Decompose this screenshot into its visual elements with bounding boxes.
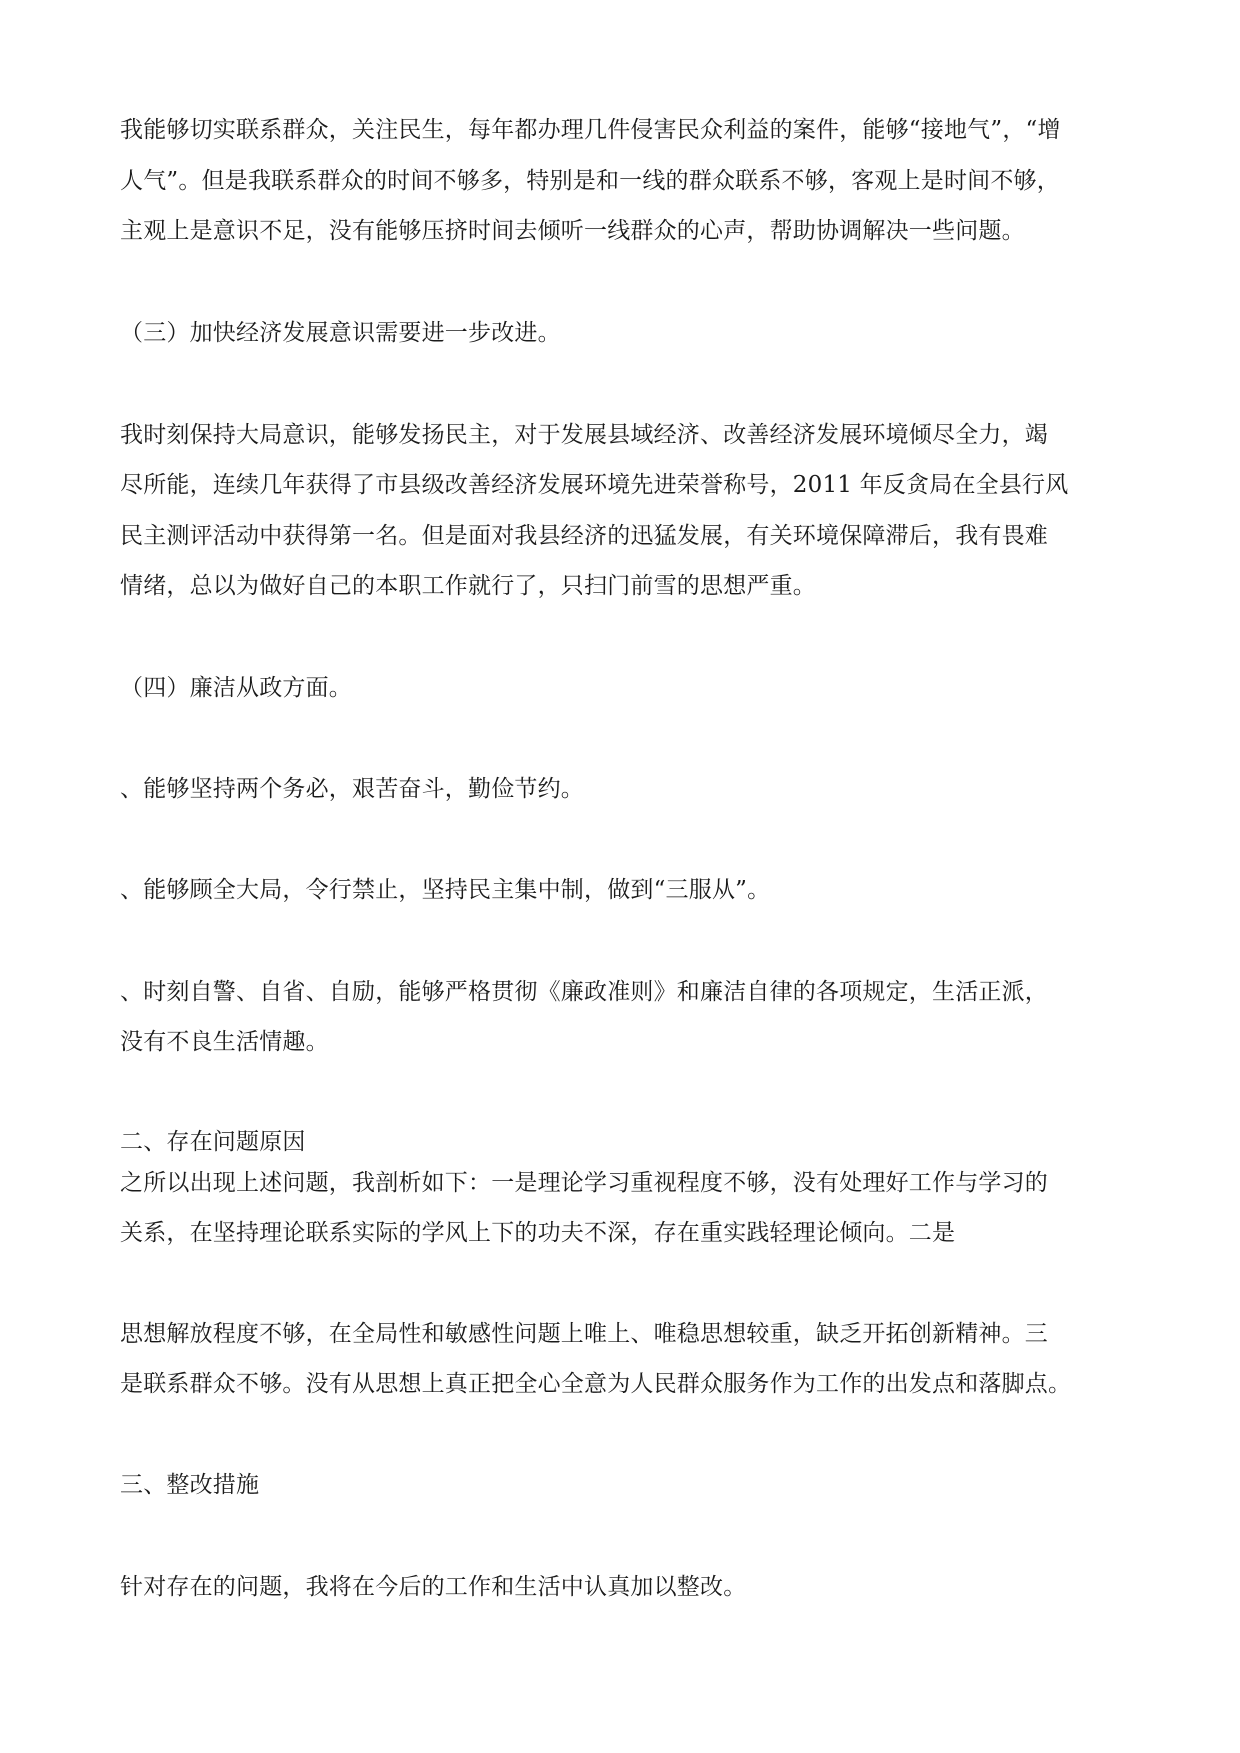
- text-line: 思想解放程度不够，在全局性和敏感性问题上唯上、唯稳思想较重，缺乏开拓创新精神。三: [120, 1321, 1048, 1347]
- text-line: 情绪，总以为做好自己的本职工作就行了，只扫门前雪的思想严重。: [120, 573, 816, 599]
- text-line: 针对存在的问题，我将在今后的工作和生活中认真加以整改。: [120, 1574, 747, 1600]
- list-item: 、能够坚持两个务必，艰苦奋斗，勤俭节约。: [120, 776, 584, 802]
- section-heading: 二、存在问题原因: [120, 1129, 306, 1155]
- text-line: 关系，在坚持理论联系实际的学风上下的功夫不深，存在重实践轻理论倾向。二是: [120, 1220, 956, 1246]
- text-line: 尽所能，连续几年获得了市县级改善经济发展环境先进荣誉称号，2011 年反贪局在全县行风: [120, 472, 1069, 498]
- text-line: 我能够切实联系群众，关注民生，每年都办理几件侵害民众利益的案件，能够“接地气”，“增: [120, 117, 1061, 143]
- text-line: 我时刻保持大局意识，能够发扬民主，对于发展县域经济、改善经济发展环境倾尽全力，竭: [120, 422, 1048, 448]
- section-heading: （四）廉洁从政方面。: [120, 675, 352, 701]
- text-line: 民主测评活动中获得第一名。但是面对我县经济的迅猛发展，有关环境保障滞后，我有畏难: [120, 523, 1048, 549]
- text-line: 人气”。但是我联系群众的时间不够多，特别是和一线的群众联系不够，客观上是时间不够，: [120, 168, 1060, 194]
- text-line: 之所以出现上述问题，我剖析如下：一是理论学习重视程度不够，没有处理好工作与学习的: [120, 1170, 1048, 1196]
- text-line: 没有不良生活情趣。: [120, 1029, 329, 1055]
- section-heading: 三、整改措施: [120, 1472, 260, 1498]
- section-heading: （三）加快经济发展意识需要进一步改进。: [120, 320, 561, 346]
- list-item: 、时刻自警、自省、自励，能够严格贯彻《廉政准则》和廉洁自律的各项规定，生活正派，: [120, 979, 1048, 1005]
- text-line: 主观上是意识不足，没有能够压挤时间去倾听一线群众的心声，帮助协调解决一些问题。: [120, 218, 1025, 244]
- list-item: 、能够顾全大局，令行禁止，坚持民主集中制，做到“三服从”。: [120, 877, 771, 903]
- text-line: 是联系群众不够。没有从思想上真正把全心全意为人民群众服务作为工作的出发点和落脚点。: [120, 1371, 1072, 1397]
